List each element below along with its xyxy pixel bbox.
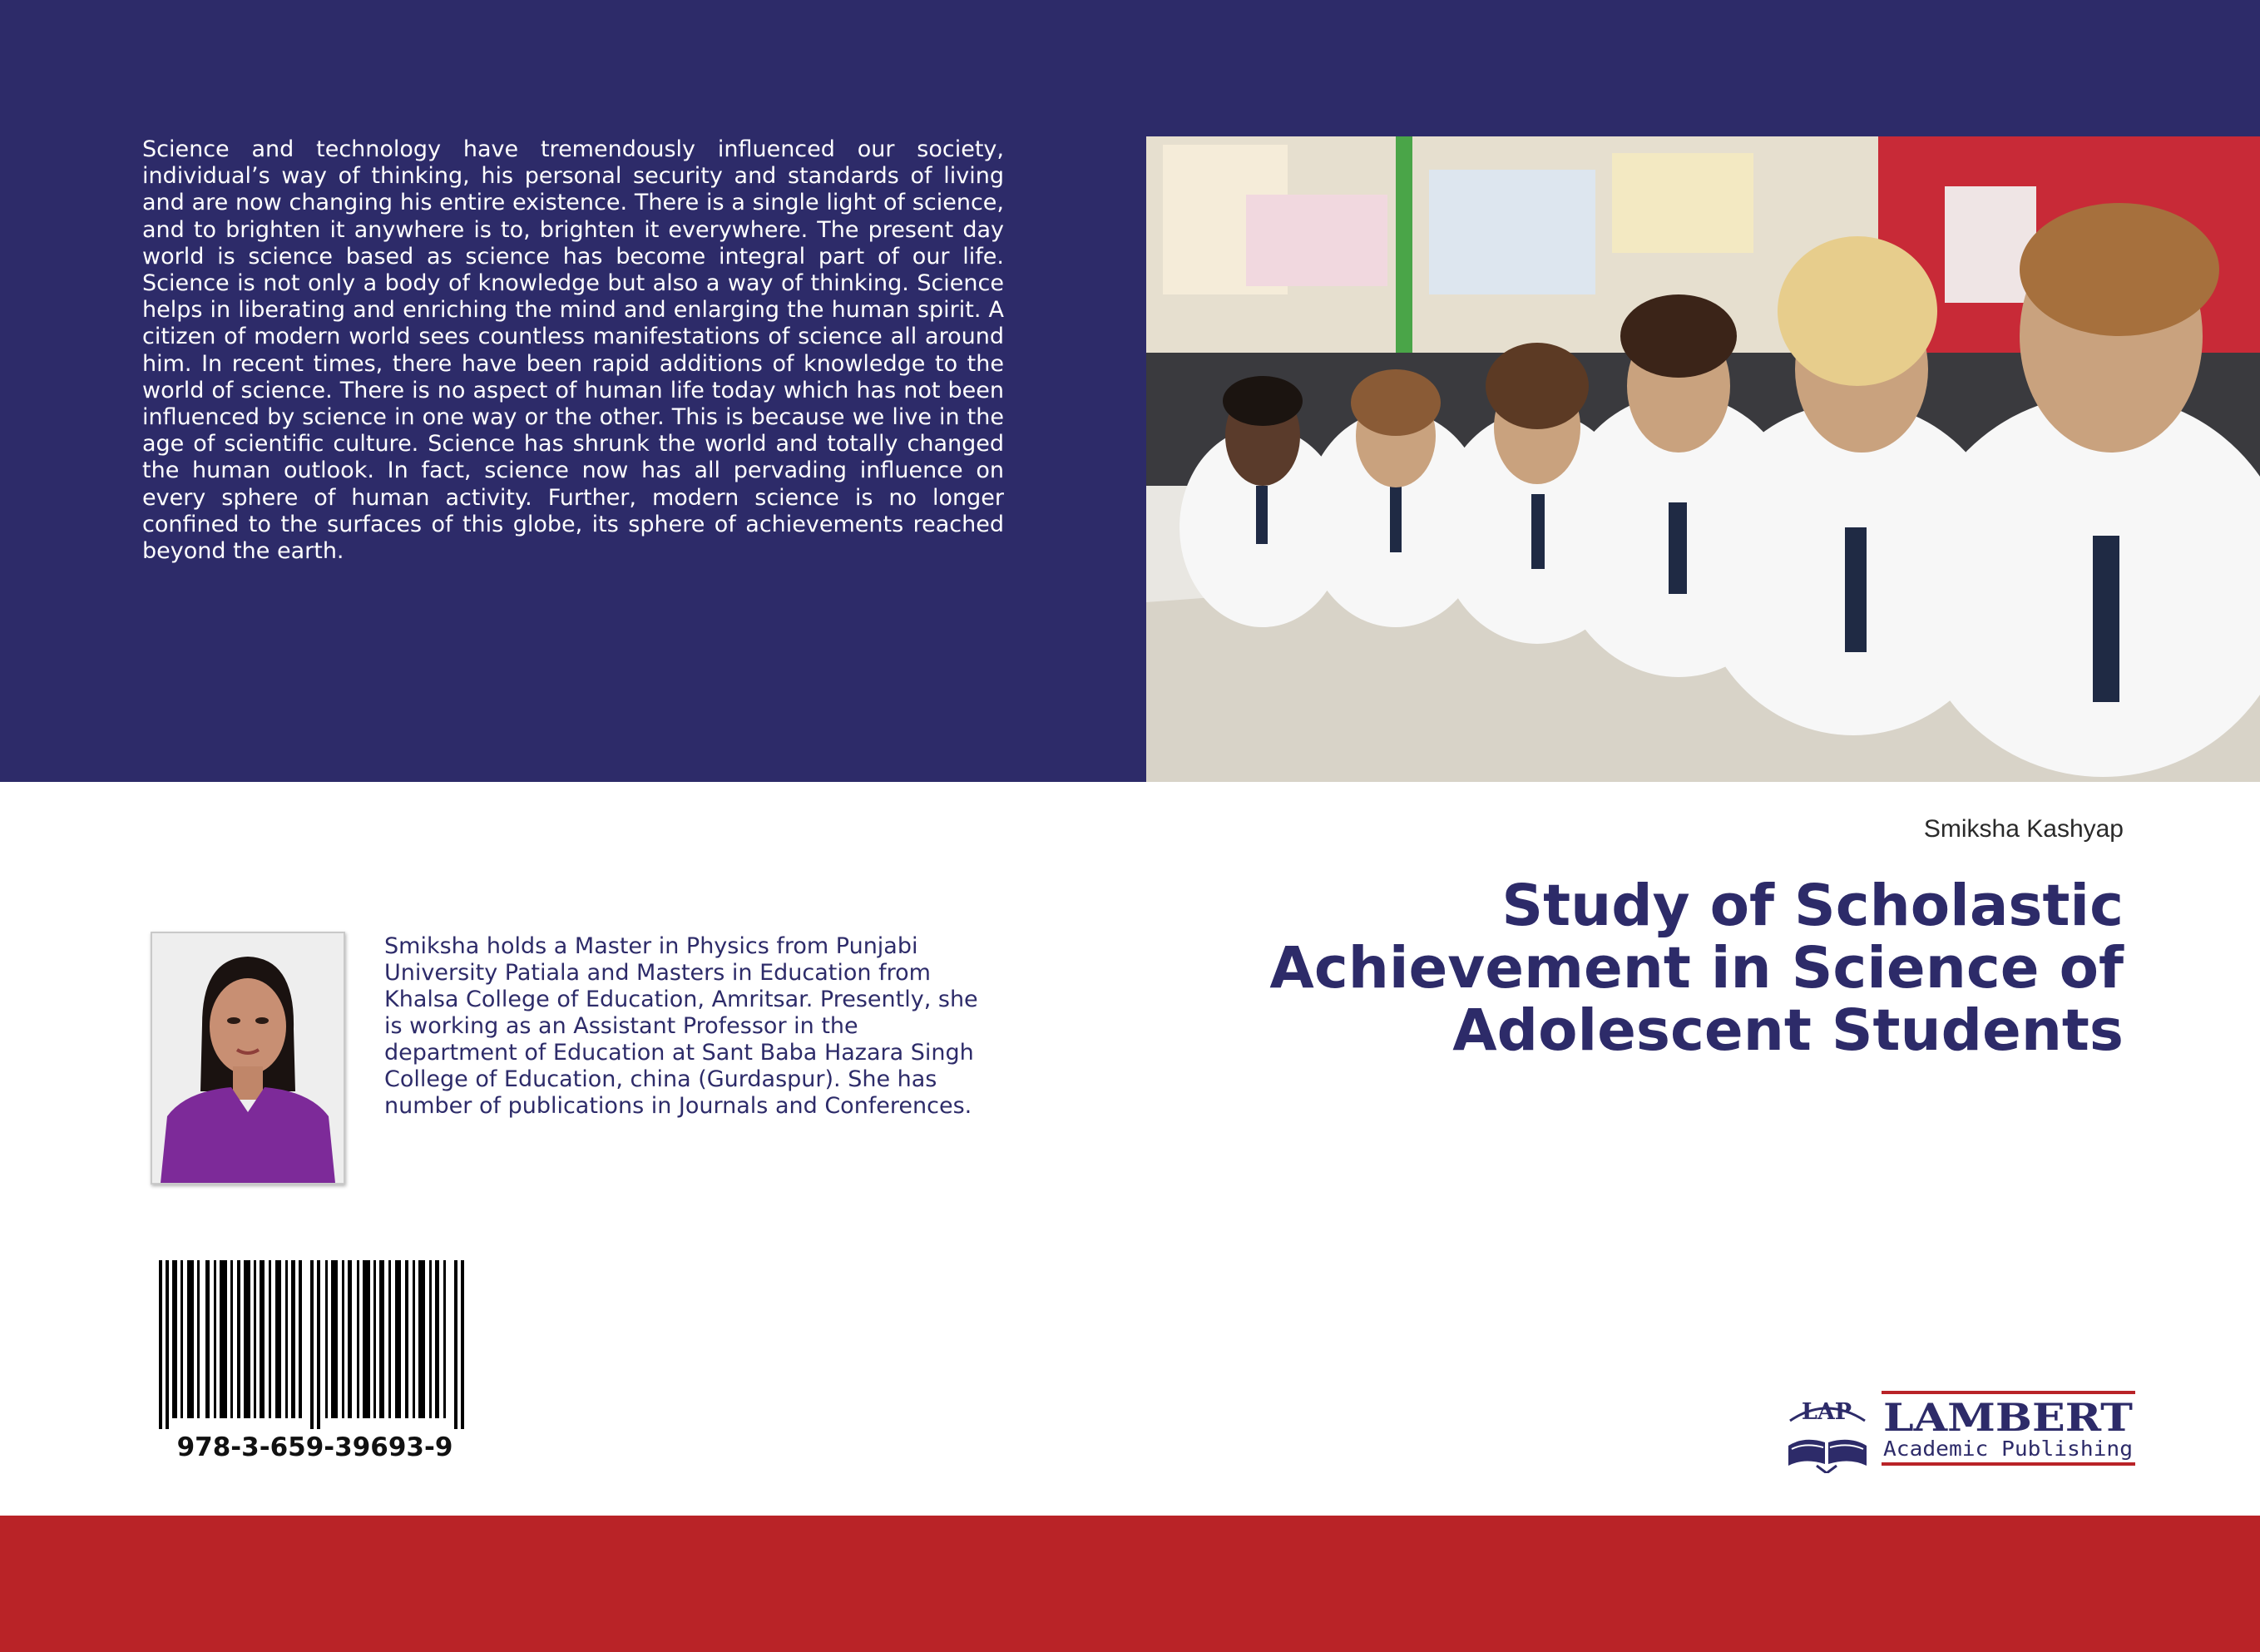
publisher-name: LAMBERT: [1883, 1395, 2133, 1440]
author-bio: Smiksha holds a Master in Physics from Punjabi University Patiala and Masters in Education from Khalsa College of Education, Amritsar. Presently, she is working as an Assistant Professor in the department of Education at Sant Baba Hazara Singh College of Education, china (Gurdaspur). She has number of publications in Journals and Conferences.: [384, 933, 978, 1119]
book-title: Study of Scholastic Achievement in Science of Adolescent Students: [1269, 873, 2124, 1064]
publisher-subtitle: Academic Publishing: [1883, 1437, 2133, 1461]
isbn-number: 978-3-659-39693-9: [176, 1432, 453, 1462]
bottom-red-band: [0, 1516, 2260, 1652]
author-photo: [151, 932, 345, 1185]
author-name: Smiksha Kashyap: [1923, 815, 2124, 843]
classroom-photo: [1146, 136, 2260, 782]
publisher-logo: [1783, 1387, 2137, 1473]
back-cover-blurb: Science and technology have tremendously influenced our society, individual’s way of thinking, his personal security and standards of living and are now changing his entire existence. There is a single light of science, and to brighten it anywhere is to, brighten it everywhere. The present day world is science based as science has become integral part of our life. Science is not only a body of knowledge but also a way of thinking. Science helps in liberating and enriching the mind and enlarging the human spirit. A citizen of modern world sees countless manifestations of science all around him. In recent times, there have been rapid additions of knowledge to the world of science. There is no aspect of human life today which has not been influenced by science in one way or the other. This is because we live in the age of scientific culture. Science has shrunk the world and totally changed the human outlook. In fact, science now has all pervading influence on every sphere of human activity. Further, modern science is no longer confined to the surfaces of this globe, its sphere of achievements reached beyond the earth.: [142, 136, 1004, 565]
publisher-emblem-text: LAP: [1801, 1399, 1852, 1425]
barcode: [159, 1260, 471, 1429]
